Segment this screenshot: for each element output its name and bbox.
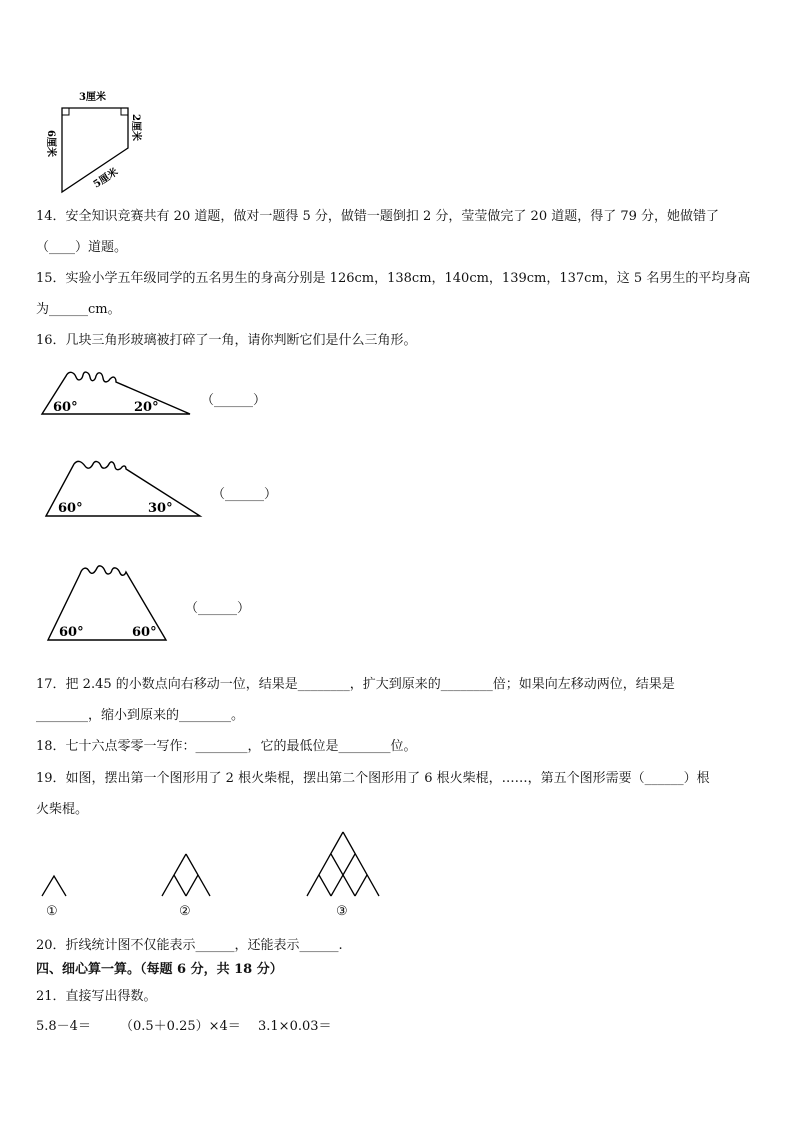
broken-triangle-1 (36, 366, 196, 418)
question-19-line-2: 火柴棍。 (36, 802, 89, 817)
right-angle-mark-left (62, 108, 69, 115)
calc-expr-2: （0.5＋0.25）×4＝ (120, 1019, 241, 1034)
calc-expr-3: 3.1×0.03＝ (258, 1019, 332, 1034)
matchstick-figure-2 (158, 848, 214, 900)
top-length-label: 3厘米 (79, 92, 106, 103)
question-17-line-1: 17．把 2.45 的小数点向右移动一位，结果是________，扩大到原来的________倍；如果向左移动两位，结果是 (36, 677, 675, 692)
slant-length-label: 5厘米 (91, 166, 121, 191)
trapezoid-figure (30, 84, 160, 199)
triangle-3-angle-a: 60° (59, 625, 84, 640)
triangle-1-answer-blank[interactable]: （______） (201, 393, 267, 408)
question-15-line-2: 为______cm。 (36, 302, 121, 317)
left-length-label: 6厘米 (45, 130, 56, 157)
figure-1-label: ① (46, 904, 58, 919)
figure-1-shape (42, 876, 66, 896)
matchstick-figure-3 (303, 826, 383, 900)
section-4-title: 四、细心算一算。（每题 6 分，共 18 分） (36, 962, 283, 977)
question-14-line-2: （____）道题。 (36, 240, 128, 255)
figure-3-shape (307, 832, 379, 896)
calc-expr-1: 5.8－4＝ (36, 1019, 91, 1034)
triangle-2-answer-blank[interactable]: （______） (212, 487, 278, 502)
figure-2-shape (162, 854, 210, 896)
question-14-line-1: 14．安全知识竞赛共有 20 道题，做对一题得 5 分，做错一题倒扣 2 分，莹莹做完了 20 道题，得了 79 分，她做错了 (36, 209, 720, 224)
broken-triangle-2 (40, 456, 205, 520)
question-21-text: 21．直接写出得数。 (36, 989, 157, 1004)
question-15-line-1: 15．实验小学五年级同学的五名男生的身高分别是 126cm，138cm，140cm，139cm，137cm，这 5 名男生的平均身高 (36, 271, 751, 286)
triangle-3-answer-blank[interactable]: （______） (185, 601, 251, 616)
right-angle-mark-right (121, 108, 128, 115)
question-18-text: 18．七十六点零零一写作：________，它的最低位是________位。 (36, 739, 417, 754)
triangle-2-angle-a: 60° (58, 501, 83, 516)
question-19-line-1: 19．如图，摆出第一个图形用了 2 根火柴棍，摆出第二个图形用了 6 根火柴棍，……，第五个图形需要（______）根 (36, 771, 710, 786)
figure-3-label: ③ (336, 904, 348, 919)
triangle-3-angle-b: 60° (132, 625, 157, 640)
figure-2-label: ② (179, 904, 191, 919)
triangle-1-angle-b: 20° (134, 400, 159, 415)
question-20-text: 20．折线统计图不仅能表示______，还能表示______. (36, 938, 343, 953)
triangle-2-angle-b: 30° (148, 501, 173, 516)
matchstick-figure-1 (38, 870, 72, 900)
right-length-label: 2厘米 (130, 114, 141, 141)
question-17-line-2: ________，缩小到原来的________。 (36, 708, 245, 723)
triangle-1-angle-a: 60° (53, 400, 78, 415)
question-16-text: 16．几块三角形玻璃被打碎了一角，请你判断它们是什么三角形。 (36, 333, 417, 348)
broken-triangle-3 (42, 562, 172, 644)
